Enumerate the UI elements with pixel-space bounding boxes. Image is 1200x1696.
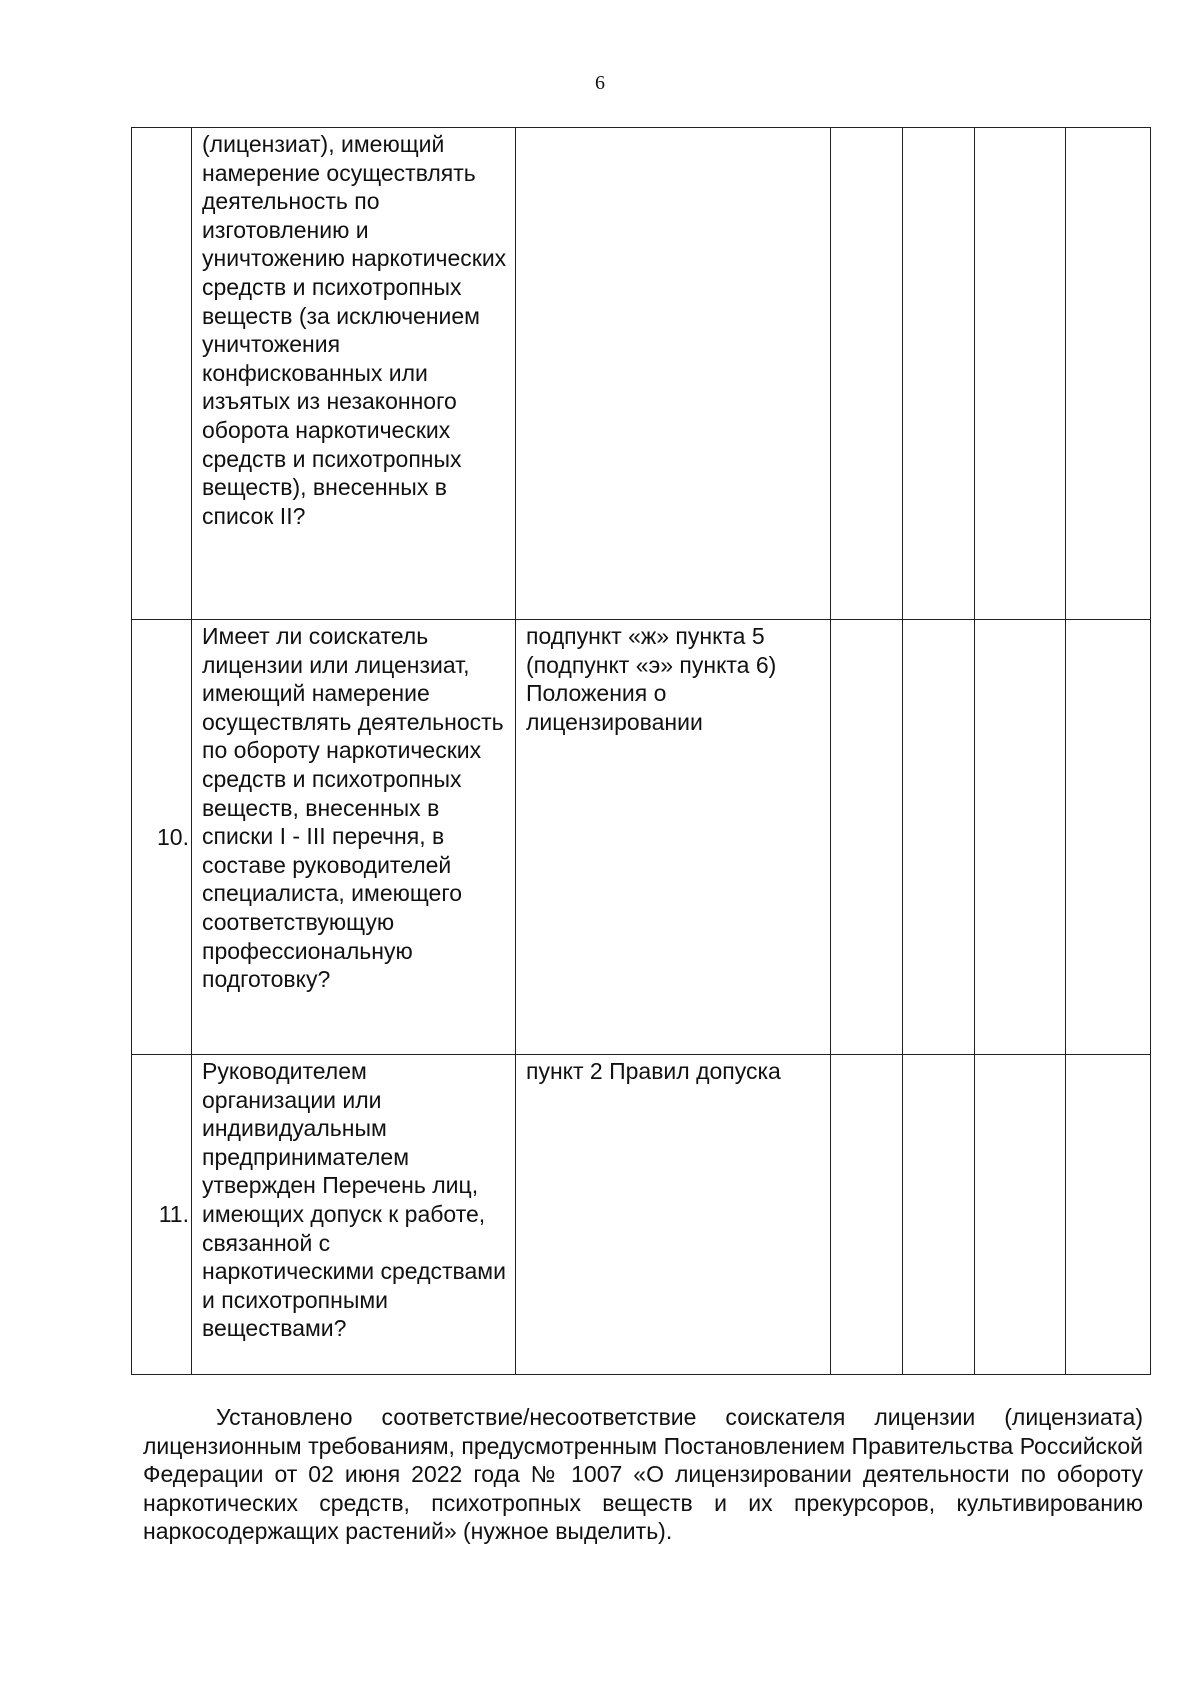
- answer-cell-not-applicable: [975, 128, 1066, 620]
- requirement-question: Имеет ли соискатель лицензии или лицензиат, имеющий намерение осуществлять деятельность по обороту наркотических средств и психотропных веществ, внесенных в списки I - III перечня, в составе руководителей специалиста, имеющего соответствующую профессиональную подготовку?: [192, 620, 516, 1055]
- answer-cell-note: [1066, 128, 1151, 620]
- conclusion-paragraph: Установлено соответствие/несоответствие соискателя лицензии (лицензиата) лицензионным требованиям, предусмотренным Постановлением Правительства Российской Федерации от 02 июня 2022 года № 1007 «О лицензировании деятельности по обороту наркотических средств, психотропных веществ и их прекурсоров, культивированию наркосодержащих растений» (нужное выделить).: [143, 1404, 1143, 1545]
- requirement-question: (лицензиат), имеющий намерение осуществлять деятельность по изготовлению и уничтожению наркотических средств и психотропных веществ (за исключением уничтожения конфискованных или изъятых из незаконного оборота наркотических средств и психотропных веществ), внесенных в список II?: [192, 128, 516, 620]
- legal-reference: подпункт «ж» пункта 5 (подпункт «э» пункта 6) Положения о лицензировании: [516, 620, 831, 1055]
- table-row: [132, 1055, 1151, 1375]
- row-number: 11.: [132, 1055, 192, 1375]
- answer-cell-yes: [831, 620, 903, 1055]
- answer-cell-yes: [831, 128, 903, 620]
- answer-cell-no: [903, 620, 975, 1055]
- answer-cell-yes: [831, 1055, 903, 1375]
- answer-cell-not-applicable: [975, 1055, 1066, 1375]
- answer-cell-not-applicable: [975, 620, 1066, 1055]
- row-number: 10.: [132, 620, 192, 1055]
- table-row: [132, 128, 1151, 620]
- legal-reference: [516, 128, 831, 620]
- answer-cell-note: [1066, 1055, 1151, 1375]
- requirement-question: Руководителем организации или индивидуальным предпринимателем утвержден Перечень лиц, имеющих допуск к работе, связанной с наркотическими средствами и психотропными веществами?: [192, 1055, 516, 1375]
- answer-cell-note: [1066, 620, 1151, 1055]
- page-number: 6: [595, 72, 605, 94]
- legal-reference: пункт 2 Правил допуска: [516, 1055, 831, 1375]
- answer-cell-no: [903, 128, 975, 620]
- row-number: [132, 128, 192, 620]
- answer-cell-no: [903, 1055, 975, 1375]
- requirements-table: [131, 127, 1151, 1375]
- table-row: [132, 620, 1151, 1055]
